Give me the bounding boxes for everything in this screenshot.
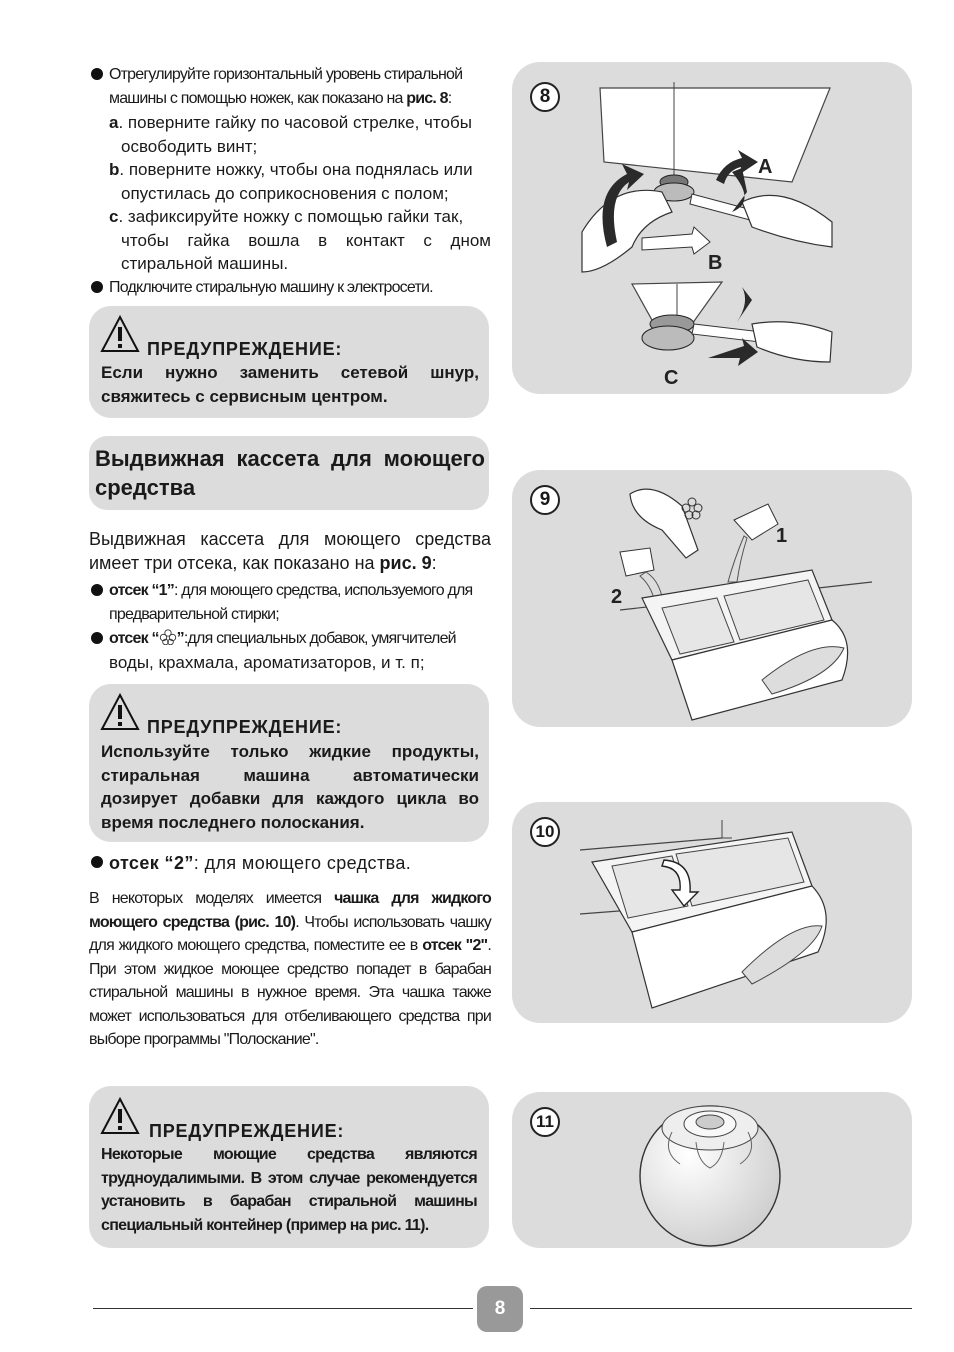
figure-9-number: 9 [530, 485, 560, 515]
softener-text-b: воды, крахмала, ароматизаторов, и т. п; [109, 652, 425, 672]
figure-8-label-a: A [758, 156, 773, 178]
softener-text-a: :для специальных добавок, умягчителей [183, 630, 456, 647]
liquid-cup-paragraph [89, 887, 491, 1052]
figure-8-label-b: B [708, 252, 723, 274]
bullet-leveling [109, 63, 491, 110]
figure-9-label-1: 1 [776, 525, 788, 547]
compartment-2-label: отсек “2” [109, 853, 194, 873]
footer-rule-left [93, 1308, 473, 1309]
softener-label-a: отсек “ [109, 630, 159, 647]
step-a [109, 111, 491, 158]
figure-10-number: 10 [530, 817, 560, 847]
liquid-cup-bold-2: отсек "2" [422, 937, 488, 954]
warning-3-title: ПРЕДУПРЕЖДЕНИЕ: [149, 1121, 345, 1141]
dispenser-intro-end: : [431, 553, 437, 573]
leveling-intro-a: Отрегулируйте горизонтальный уровень стиральной [109, 66, 463, 83]
section-title: Выдвижная кассета для моющего средства [95, 446, 485, 500]
fig9-ref: рис. 9 [379, 553, 432, 573]
warning-box-3 [89, 1086, 489, 1248]
step-b-line2: опустилась до соприкосновения с полом; [121, 183, 449, 203]
step-a-letter: a [109, 113, 119, 132]
compartment-softener [109, 627, 491, 674]
step-b [109, 158, 491, 205]
compartment-1-label: отсек “1” [109, 582, 174, 599]
step-b-line1: . поверните ножку, чтобы она поднялась или [119, 160, 473, 179]
figure-8-number: 8 [530, 82, 560, 112]
fig8-ref: рис. 8 [406, 89, 448, 107]
leveling-intro-b: машины с помощью ножек, как показано на [109, 89, 407, 107]
figure-8-label-c: C [664, 367, 679, 389]
compartment-1 [109, 579, 491, 626]
step-c-line3: стиральной машины. [121, 254, 289, 273]
step-c-letter: c [109, 207, 119, 226]
warning-2-title: ПРЕДУПРЕЖДЕНИЕ: [147, 717, 343, 737]
detergent-drawer-illustration [512, 470, 912, 727]
liquid-cup-illustration [512, 802, 912, 1023]
warning-icon [99, 1096, 141, 1136]
figure-9-label-2: 2 [611, 586, 623, 608]
compartment-1-text: : для моющего средства, используемого для предварительной стирки; [109, 582, 473, 623]
figure-11-panel [512, 1092, 912, 1248]
liquid-cup-text-3: . При этом жидкое моющее средство попадет в барабан стиральной машины в нужное время. Эта чашка также может использоваться для отбеливающего средства при выборе программы "Полоскание". [89, 937, 492, 1048]
figure-11-number: 11 [530, 1107, 560, 1137]
section-header [89, 436, 489, 510]
figure-8-panel [512, 62, 912, 394]
footer-rule-right [530, 1308, 912, 1309]
step-c-line2: чтобы гайка вошла в контакт с дном [121, 230, 491, 250]
flower-icon [159, 629, 177, 645]
compartment-2-text: : для моющего средства. [193, 853, 412, 873]
warning-box-2 [89, 684, 489, 842]
step-c-line1: . зафиксируйте ножку с помощью гайки так, [118, 207, 464, 226]
step-c [109, 205, 491, 276]
page-number: 8 [494, 1298, 506, 1319]
warning-1-body: Если нужно заменить сетевой шнур, свяжитесь с сервисным центром. [101, 363, 479, 406]
step-b-letter: b [109, 160, 120, 179]
figure-9-panel [512, 470, 912, 727]
dispenser-intro-text: Выдвижная кассета для моющего средства имеет три отсека, как показано на [89, 529, 491, 573]
softener-label-b: ” [176, 630, 184, 647]
figure-10-panel [512, 802, 912, 1023]
warning-icon [99, 314, 141, 354]
warning-3-body: Некоторые моющие средства являются трудноудалимыми. В этом случае рекомендуется установить в барабан стиральной машины специальный контейнер (пример на рис. 11). [101, 1146, 477, 1234]
connect-power-text: Подключите стиральную машину к электросети. [109, 276, 491, 300]
step-a-line1: . поверните гайку по часовой стрелке, чтобы [118, 113, 472, 132]
dispenser-intro [89, 527, 491, 575]
step-a-line2: освободить винт; [121, 136, 258, 156]
dosing-ball-illustration [512, 1092, 912, 1248]
warning-2-body: Используйте только жидкие продукты, стиральная машина автоматически дозирует добавки для каждого цикла во время последнего полоскания. [101, 742, 479, 832]
page-number-badge [477, 1286, 523, 1332]
warning-icon [99, 692, 141, 732]
compartment-2 [109, 851, 491, 875]
warning-1-title: ПРЕДУПРЕЖДЕНИЕ: [147, 339, 343, 359]
liquid-cup-text-1: В некоторых моделях имеется [89, 890, 335, 907]
liquid-cup-text-2: . Чтобы использовать чашку для жидкого моющего средства, поместите ее в [89, 913, 492, 954]
leveling-instructions [109, 63, 491, 110]
warning-box-1 [89, 306, 489, 418]
leveling-colon: : [447, 89, 452, 107]
liquid-cup-bold-1: чашка для жидкого моющего средства (рис. 10) [89, 890, 491, 931]
foot-adjust-illustration [512, 62, 912, 394]
connect-power [109, 276, 491, 300]
